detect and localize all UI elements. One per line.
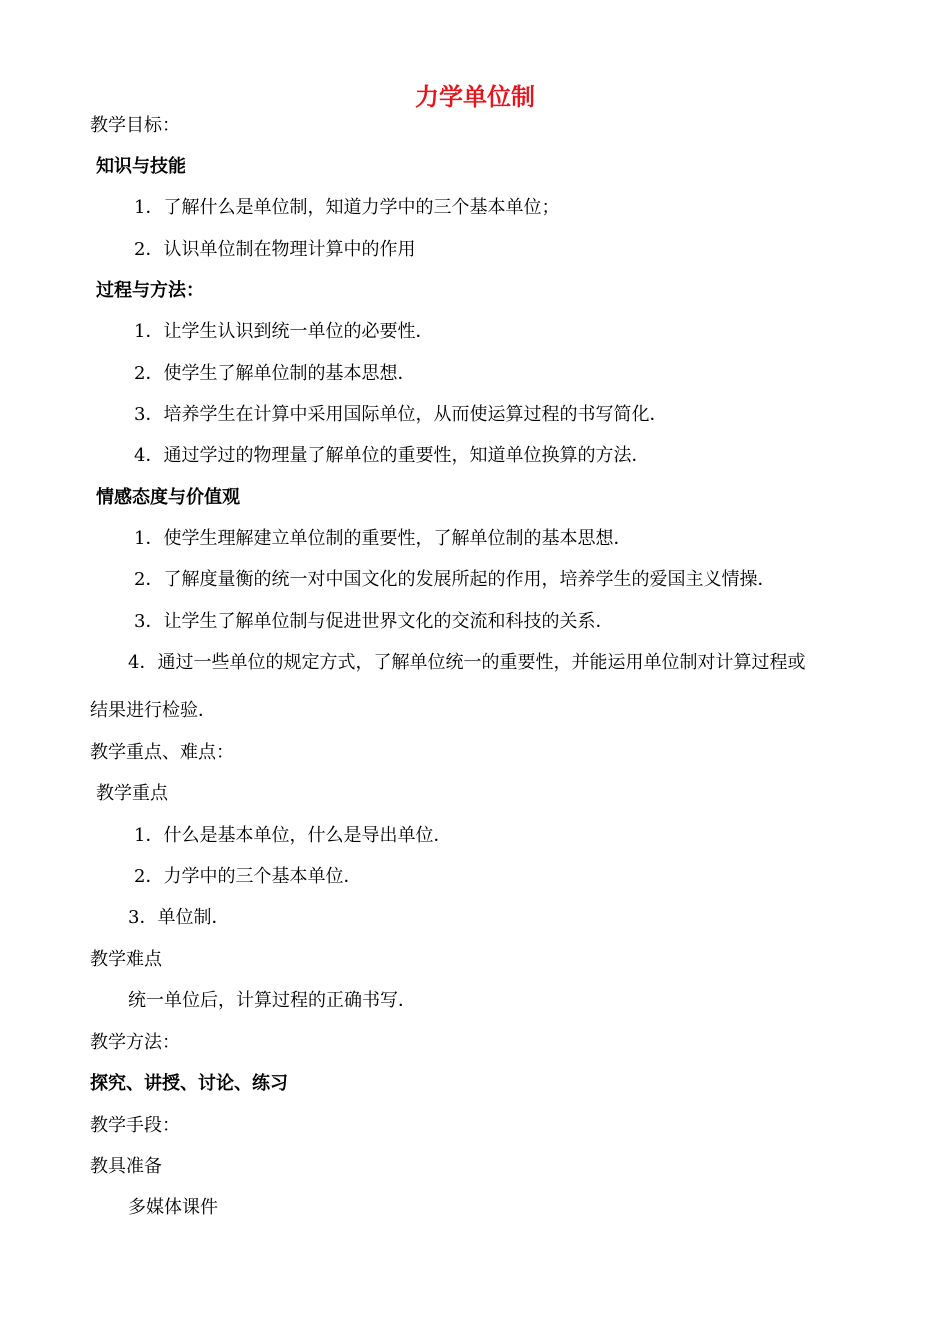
knowledge-item: 1．了解什么是单位制，知道力学中的三个基本单位；	[134, 197, 560, 218]
knowledge-heading: 知识与技能	[96, 156, 186, 177]
emotion-item: 4．通过一些单位的规定方式，了解单位统一的重要性，并能运用单位制对计算过程或	[128, 652, 806, 673]
key-points-heading: 教学重点	[96, 783, 168, 804]
process-item: 3．培养学生在计算中采用国际单位，从而使运算过程的书写简化．	[134, 404, 668, 425]
focus-heading: 教学重点、难点：	[90, 742, 234, 763]
difficulty-text: 统一单位后，计算过程的正确书写．	[128, 990, 416, 1011]
tools-text: 多媒体课件	[128, 1197, 218, 1218]
emotion-item: 1．使学生理解建立单位制的重要性，了解单位制的基本思想．	[134, 528, 632, 549]
means-heading: 教学手段：	[90, 1115, 180, 1136]
process-item: 2．使学生了解单位制的基本思想．	[134, 363, 416, 384]
difficulty-heading: 教学难点	[90, 949, 162, 970]
key-point-item: 2．力学中的三个基本单位．	[134, 866, 362, 887]
key-point-item: 1．什么是基本单位，什么是导出单位．	[134, 825, 452, 846]
key-point-item: 3．单位制．	[128, 907, 230, 928]
objectives-heading: 教学目标：	[90, 115, 180, 136]
process-item: 1．让学生认识到统一单位的必要性．	[134, 321, 434, 342]
emotion-item: 3．让学生了解单位制与促进世界文化的交流和科技的关系．	[134, 611, 614, 632]
emotion-item: 2．了解度量衡的统一对中国文化的发展所起的作用，培养学生的爱国主义情操．	[134, 569, 776, 590]
tools-heading: 教具准备	[90, 1156, 162, 1177]
emotion-item-continuation: 结果进行检验．	[90, 700, 216, 721]
document-title: 力学单位制	[415, 83, 535, 111]
emotion-heading: 情感态度与价值观	[96, 487, 240, 508]
process-item: 4．通过学过的物理量了解单位的重要性，知道单位换算的方法．	[134, 445, 650, 466]
process-heading: 过程与方法：	[96, 280, 204, 301]
knowledge-item: 2．认识单位制在物理计算中的作用	[134, 239, 416, 260]
methods-text: 探究、讲授、讨论、练习	[90, 1073, 288, 1094]
methods-heading: 教学方法：	[90, 1032, 180, 1053]
